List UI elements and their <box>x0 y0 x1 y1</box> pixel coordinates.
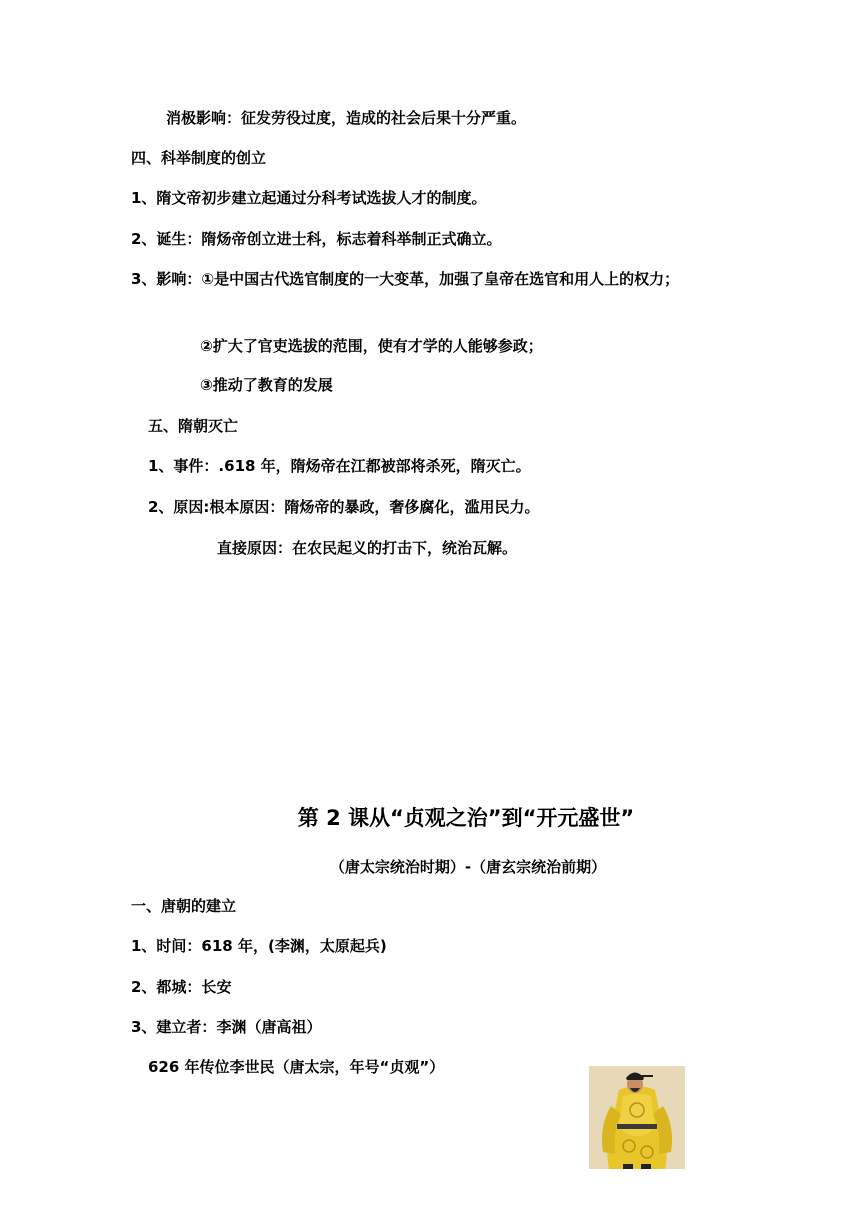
section4-item3-b: ②扩大了官吏选拔的范围，使有才学的人能够参政； <box>200 337 543 355</box>
section5-item2: 2、原因:根本原因：隋炀帝的暴政，奢侈腐化，滥用民力。 <box>148 498 540 516</box>
section4-item3-c: ③推动了教育的发展 <box>200 376 333 394</box>
section4-item3: 3、影响：①是中国古代选官制度的一大变革，加强了皇帝在选官和用人上的权力； <box>131 270 680 288</box>
section4-item1: 1、隋文帝初步建立起通过分科考试选拔人才的制度。 <box>131 189 487 207</box>
lesson2-item1: 1、时间：618 年，(李渊，太原起兵) <box>131 937 387 955</box>
lesson2-item3-b: 626 年传位李世民（唐太宗，年号“贞观”） <box>148 1058 445 1076</box>
emperor-figure-drawing <box>589 1066 685 1169</box>
section5-heading: 五、隋朝灭亡 <box>148 417 239 435</box>
section4-heading: 四、科举制度的创立 <box>131 149 267 167</box>
lesson2-title: 第 2 课从“贞观之治”到“开元盛世” <box>297 806 635 830</box>
lesson2-item3: 3、建立者：李渊（唐高祖） <box>131 1018 322 1036</box>
lesson2-subtitle: （唐太宗统治时期）-（唐玄宗统治前期） <box>329 858 607 876</box>
section5-item1: 1、事件：.618 年，隋炀帝在江都被部将杀死，隋灭亡。 <box>148 457 531 475</box>
section5-item2-b: 直接原因：在农民起义的打击下，统治瓦解。 <box>217 539 518 557</box>
lesson2-section1-heading: 一、唐朝的建立 <box>131 897 237 915</box>
lesson2-item2: 2、都城：长安 <box>131 978 232 996</box>
section4-item2: 2、诞生：隋炀帝创立进士科，标志着科举制正式确立。 <box>131 230 502 248</box>
negative-impact-text: 消极影响：征发劳役过度，造成的社会后果十分严重。 <box>166 109 527 127</box>
tang-taizong-portrait-image <box>589 1066 685 1169</box>
